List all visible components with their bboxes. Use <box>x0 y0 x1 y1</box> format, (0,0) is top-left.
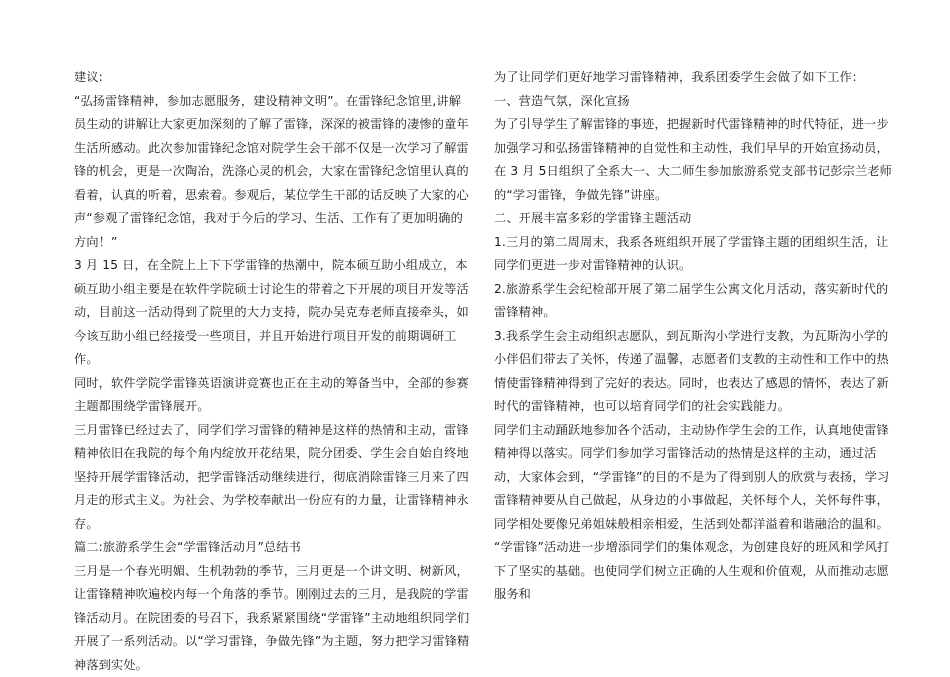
section-heading: 一、营造气氛，深化宣扬 <box>494 90 894 114</box>
list-item: 3.我系学生会主动组织志愿队，到瓦斯沟小学进行支教，为瓦斯沟小学的小伴侣们带去了关怀，传递了温馨，志愿者们支教的主动性和工作中的热情使雷锋精神得到了完好的表达。同时，也表达了感恩的情怀，表达了新时代的雷锋精神，也可以培育同学们的社会实践能力。 <box>494 325 894 419</box>
paragraph: 三月是一个春光明媚、生机勃勃的季节，三月更是一个讲文明、树新风，让雷锋精神吹遍校内每一个角落的季节。刚刚过去的三月，是我院的学雷锋活动月。在院团委的号召下，我系紧紧围绕“学雷锋”主动地组织同学们开展了一系列活动。以“学习雷锋，争做先锋”为主题，努力把学习雷锋精神落到实处。 <box>74 560 471 677</box>
paragraph: 为了让同学们更好地学习雷锋精神，我系团委学生会做了如下工作： <box>494 66 894 90</box>
left-column <box>74 66 471 677</box>
section-heading: 篇二:旅游系学生会“学雷锋活动月”总结书 <box>74 536 471 560</box>
right-column <box>494 66 894 607</box>
list-item: 2.旅游系学生会纪检部开展了第二届学生公寓文化月活动，落实新时代的雷锋精神。 <box>494 278 894 325</box>
paragraph: “弘扬雷锋精神，参加志愿服务，建设精神文明”。在雷锋纪念馆里,讲解员生动的讲解让大家更加深刻的了解了雷锋，深深的被雷锋的凄惨的童年生活所感动。此次参加雷锋纪念馆对院学生会干部不仅是一次学习了解雷锋的机会，更是一次陶冶，洗涤心灵的机会，大家在雷锋纪念馆里认真的看着，认真的听着，思索着。参观后，某位学生干部的话反映了大家的心声“参观了雷锋纪念馆，我对于今后的学习、生活、工作有了更加明确的方向！” <box>74 90 471 255</box>
paragraph: 三月雷锋已经过去了，同学们学习雷锋的精神是这样的热情和主动，雷锋精神依旧在我院的每个角内绽放开花结果，院分团委、学生会自始自终地坚持开展学雷锋活动，把学雷锋活动继续进行，彻底消除雷锋三月来了四月走的形式主义。为社会、为学校奉献出一份应有的力量，让雷锋精神永存。 <box>74 419 471 537</box>
paragraph: “学雷锋”活动进一步增添同学们的集体观念，为创建良好的班风和学风打下了坚实的基础。也使同学们树立正确的人生观和价值观，从而推动志愿服务和 <box>494 536 894 607</box>
paragraph: 建议: <box>74 66 471 90</box>
paragraph: 为了引导学生了解雷锋的事迹，把握新时代雷锋精神的时代特征，进一步加强学习和弘扬雷锋精神的自觉性和主动性，我们早早的开始宣扬动员，在 3 月 5日组织了全系大一、大二师生参加旅游系党支部书记彭宗兰老师的“学习雷锋，争做先锋”讲座。 <box>494 113 894 207</box>
paragraph: 同时，软件学院学雷锋英语演讲竞赛也正在主动的筹备当中，全部的参赛主题都围绕学雷锋展开。 <box>74 372 471 419</box>
paragraph: 同学们主动踊跃地参加各个活动，主动协作学生会的工作，认真地使雷锋精神得以落实。同学们参加学习雷锋活动的热情是这样的主动，通过活动，大家体会到，“学雷锋”的目的不是为了得到别人的欣赏与表扬，学习雷锋精神要从自己做起，从身边的小事做起，关怀每个人，关怀每件事，同学相处要像兄弟姐妹般相亲相爱，生活到处都洋溢着和谐融洽的温和。 <box>494 419 894 537</box>
paragraph: 3 月 15 日，在全院上上下下学雷锋的热潮中，院本硕互助小组成立，本硕互助小组主要是在软件学院硕士讨论生的带着之下开展的项目开发等活动，目前这一活动得到了院里的大力支持，院办吴克寿老师直接牵头，如今该互助小组已经接受一些项目，并且开始进行项目开发的前期调研工作。 <box>74 254 471 372</box>
list-item: 1.三月的第二周周末，我系各班组织开展了学雷锋主题的团组织生活，让同学们更进一步对雷锋精神的认识。 <box>494 231 894 278</box>
section-heading: 二、开展丰富多彩的学雷锋主题活动 <box>494 207 894 231</box>
